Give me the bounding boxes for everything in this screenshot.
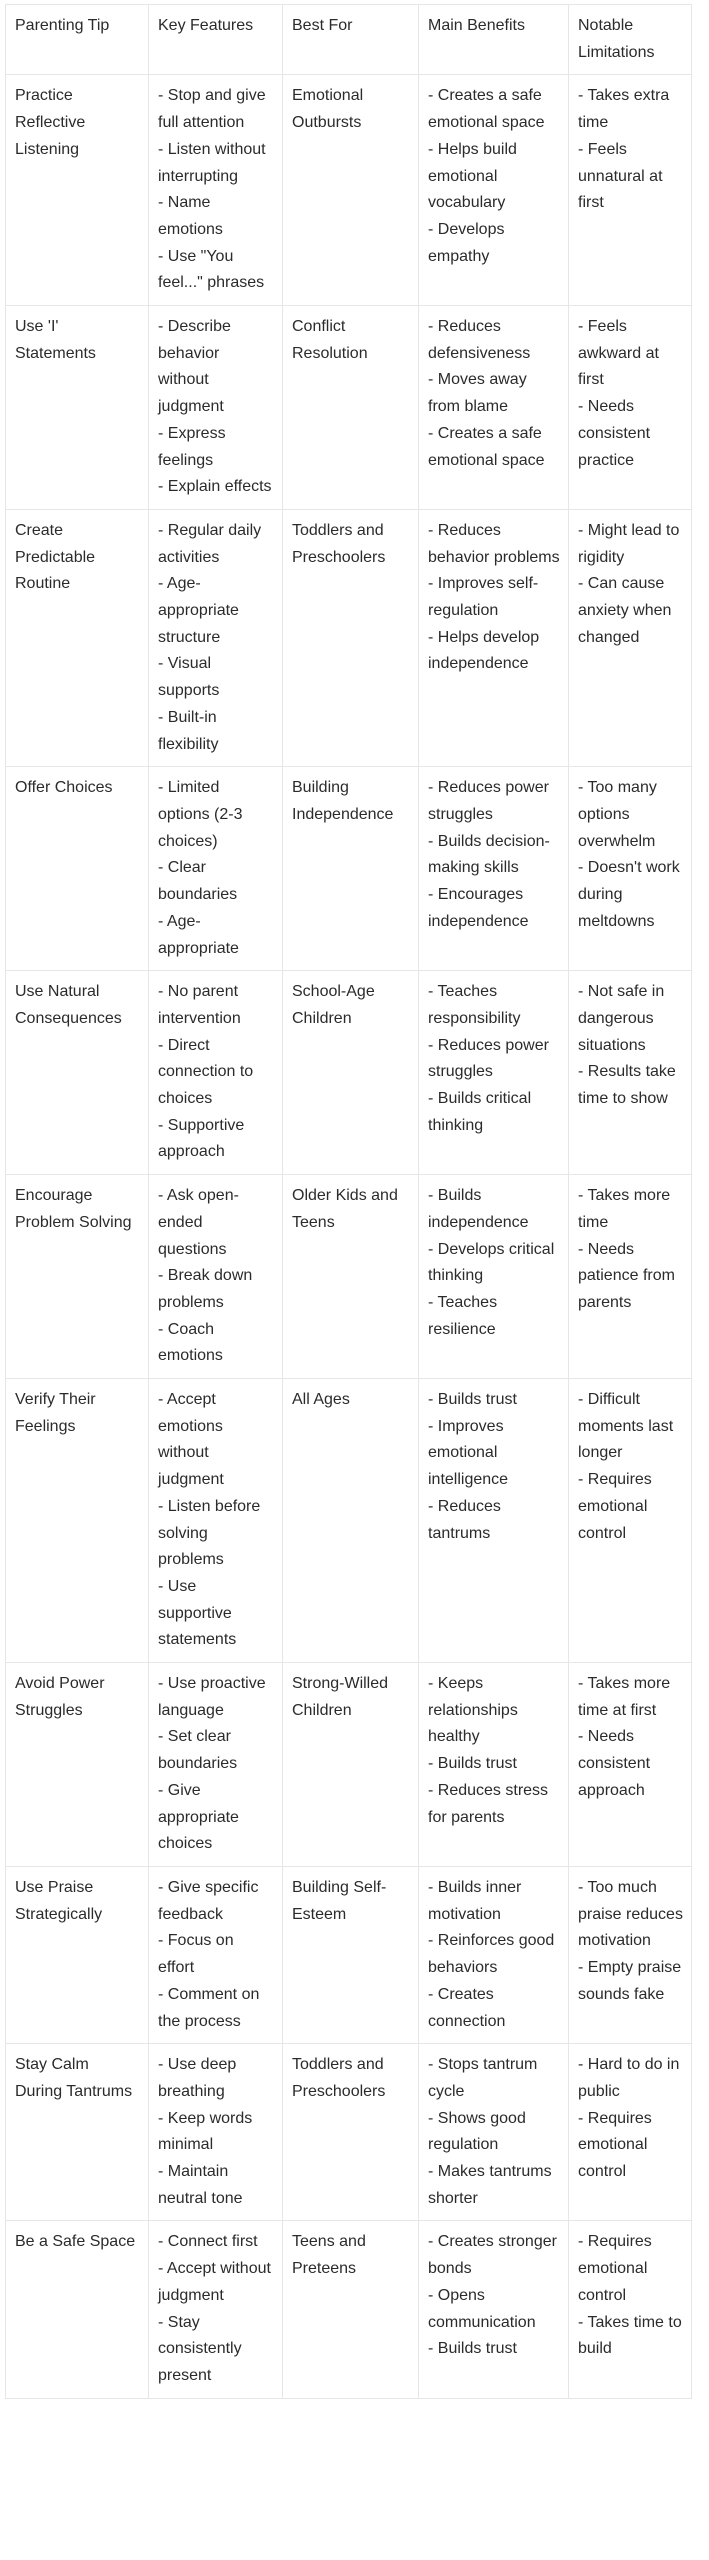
list-item: - Explain effects: [158, 478, 272, 496]
list-item: - Focus on effort: [158, 1932, 234, 1977]
cell-parenting-tip: Verify Their Feelings: [6, 1379, 149, 1663]
cell-main-benefits: [419, 767, 569, 971]
cell-parenting-tip: Avoid Power Struggles: [6, 1663, 149, 1867]
cell-key-features: [149, 306, 283, 510]
list-item: - Accept without judgment: [158, 2260, 271, 2304]
list-item: - Clear boundaries: [158, 859, 238, 904]
cell-main-benefits: [419, 75, 569, 306]
cell-notable-limitations: [569, 1663, 692, 1867]
list-item: - Might lead to rigidity: [578, 521, 680, 566]
list-item: - Makes tantrums shorter: [428, 2163, 552, 2207]
cell-key-features: [149, 767, 283, 971]
header-parenting-tip: Parenting Tip: [6, 5, 149, 75]
list-item: - Reduces behavior problems: [428, 521, 560, 566]
list-item: - Opens communication: [428, 2286, 536, 2331]
list-item: - Reinforces good behaviors: [428, 1932, 555, 1977]
cell-notable-limitations: [569, 509, 692, 766]
cell-parenting-tip: Use Natural Consequences: [6, 971, 149, 1175]
header-notable-limitations: Notable Limitations: [569, 5, 692, 75]
list-item: - Needs consistent approach: [578, 1728, 651, 1799]
cell-parenting-tip: Offer Choices: [6, 767, 149, 971]
cell-main-benefits: [419, 1379, 569, 1663]
list-item: - Requires emotional control: [578, 2233, 652, 2304]
cell-key-features: [149, 2221, 283, 2398]
list-item: - Takes extra time: [578, 87, 670, 132]
cell-main-benefits: [419, 1175, 569, 1379]
cell-notable-limitations: [569, 971, 692, 1175]
table-row: [6, 1175, 692, 1379]
list-item: - Listen before solving problems: [158, 1497, 261, 1569]
list-item: - Stops tantrum cycle: [428, 2056, 538, 2100]
parenting-tips-table: [5, 4, 692, 2399]
list-item: - Use supportive statements: [158, 1577, 237, 1649]
list-item: - Difficult moments last longer: [578, 1391, 674, 1462]
cell-notable-limitations: [569, 2221, 692, 2398]
table-row: [6, 75, 692, 306]
cell-parenting-tip: Be a Safe Space: [6, 2221, 149, 2398]
list-item: - Stay consistently present: [158, 2313, 242, 2384]
table-row: [6, 2044, 692, 2221]
list-item: - Creates connection: [428, 1985, 506, 2030]
header-best-for: Best For: [283, 5, 419, 75]
cell-key-features: [149, 1379, 283, 1663]
list-item: - Age-appropriate structure: [158, 575, 239, 646]
list-item: - Stop and give full attention: [158, 87, 266, 132]
cell-notable-limitations: [569, 75, 692, 306]
list-item: - Ask open-ended questions: [158, 1187, 239, 1258]
list-item: - Limited options (2-3 choices): [158, 779, 243, 850]
cell-main-benefits: [419, 2221, 569, 2398]
list-item: - Use deep breathing: [158, 2056, 237, 2100]
cell-best-for: Older Kids and Teens: [283, 1175, 419, 1379]
cell-best-for: School-Age Children: [283, 971, 419, 1175]
cell-key-features: [149, 1867, 283, 2044]
list-item: - Moves away from blame: [428, 371, 527, 416]
list-item: - Builds trust: [428, 1391, 517, 1409]
cell-key-features: [149, 1175, 283, 1379]
list-item: - Use "You feel..." phrases: [158, 247, 265, 292]
cell-main-benefits: [419, 2044, 569, 2221]
list-item: - Keeps relationships healthy: [428, 1675, 518, 1746]
cell-parenting-tip: Practice Reflective Listening: [6, 75, 149, 306]
table-row: [6, 306, 692, 510]
list-item: - Built-in flexibility: [158, 708, 219, 753]
list-item: - Give appropriate choices: [158, 1781, 239, 1853]
list-item: - Shows good regulation: [428, 2109, 526, 2154]
cell-parenting-tip: Use Praise Strategically: [6, 1867, 149, 2044]
list-item: - Break down problems: [158, 1267, 253, 1311]
list-item: - Builds inner motivation: [428, 1879, 522, 1923]
cell-notable-limitations: [569, 1867, 692, 2044]
table-row: [6, 1379, 692, 1663]
cell-best-for: Strong-Willed Children: [283, 1663, 419, 1867]
list-item: - Takes more time at first: [578, 1675, 671, 1719]
table-row: [6, 2221, 692, 2398]
list-item: - Builds decision-making skills: [428, 832, 550, 877]
list-item: - Needs patience from parents: [578, 1240, 675, 1311]
cell-key-features: [149, 2044, 283, 2221]
list-item: - Takes time to build: [578, 2313, 682, 2358]
cell-notable-limitations: [569, 306, 692, 510]
table-header: [6, 5, 692, 75]
list-item: - Too many options overwhelm: [578, 779, 657, 850]
list-item: - Accept emotions without judgment: [158, 1391, 224, 1489]
cell-key-features: [149, 75, 283, 306]
list-item: - Results take time to show: [578, 1063, 676, 1108]
cell-best-for: Teens and Preteens: [283, 2221, 419, 2398]
table-row: [6, 1867, 692, 2044]
cell-parenting-tip: Use 'I' Statements: [6, 306, 149, 510]
cell-key-features: [149, 1663, 283, 1867]
list-item: - Visual supports: [158, 655, 220, 700]
list-item: - Builds trust: [428, 2340, 517, 2358]
list-item: - Encourages independence: [428, 886, 529, 930]
list-item: - Teaches responsibility: [428, 983, 521, 1027]
list-item: - Can cause anxiety when changed: [578, 575, 672, 646]
list-item: - Takes more time: [578, 1187, 671, 1231]
list-item: - Reduces tantrums: [428, 1497, 501, 1542]
list-item: - Maintain neutral tone: [158, 2163, 243, 2207]
list-item: - Improves emotional intelligence: [428, 1417, 509, 1489]
list-item: - Comment on the process: [158, 1985, 260, 2030]
cell-main-benefits: [419, 1867, 569, 2044]
list-item: - Builds critical thinking: [428, 1090, 532, 1134]
cell-best-for: Toddlers and Preschoolers: [283, 2044, 419, 2221]
list-item: - Direct connection to choices: [158, 1036, 254, 1108]
list-item: - Regular daily activities: [158, 521, 262, 566]
cell-main-benefits: [419, 1663, 569, 1867]
list-item: - Keep words minimal: [158, 2109, 253, 2154]
cell-main-benefits: [419, 509, 569, 766]
list-item: - Not safe in dangerous situations: [578, 983, 665, 1054]
list-item: - Builds independence: [428, 1187, 529, 1231]
list-item: - Creates a safe emotional space: [428, 87, 545, 132]
cell-best-for: Toddlers and Preschoolers: [283, 509, 419, 766]
list-item: - Set clear boundaries: [158, 1728, 238, 1773]
table-body: [6, 75, 692, 2398]
cell-notable-limitations: [569, 767, 692, 971]
list-item: - Needs consistent practice: [578, 398, 651, 469]
table-row: [6, 767, 692, 971]
list-item: - Express feelings: [158, 424, 226, 469]
cell-best-for: Building Self-Esteem: [283, 1867, 419, 2044]
cell-best-for: Emotional Outbursts: [283, 75, 419, 306]
cell-notable-limitations: [569, 2044, 692, 2221]
cell-main-benefits: [419, 306, 569, 510]
list-item: - Helps develop independence: [428, 628, 540, 673]
list-item: - Creates a safe emotional space: [428, 424, 545, 469]
list-item: - Doesn't work during meltdowns: [578, 859, 680, 930]
list-item: - No parent intervention: [158, 983, 241, 1027]
list-item: - Reduces defensiveness: [428, 318, 531, 362]
list-item: - Empty praise sounds fake: [578, 1959, 682, 2003]
list-item: - Listen without interrupting: [158, 140, 266, 185]
cell-key-features: [149, 509, 283, 766]
list-item: - Develops critical thinking: [428, 1240, 555, 1285]
list-item: - Reduces stress for parents: [428, 1781, 549, 1826]
list-item: - Helps build emotional vocabulary: [428, 140, 517, 212]
cell-main-benefits: [419, 971, 569, 1175]
list-item: - Describe behavior without judgment: [158, 318, 231, 416]
list-item: - Creates stronger bonds: [428, 2233, 557, 2278]
list-item: - Requires emotional control: [578, 2109, 652, 2181]
table-row: [6, 1663, 692, 1867]
cell-parenting-tip: Create Predictable Routine: [6, 509, 149, 766]
list-item: - Feels awkward at first: [578, 318, 659, 389]
header-row: [6, 5, 692, 75]
cell-key-features: [149, 971, 283, 1175]
list-item: - Builds trust: [428, 1755, 517, 1773]
cell-notable-limitations: [569, 1379, 692, 1663]
list-item: - Age-appropriate: [158, 912, 239, 957]
cell-notable-limitations: [569, 1175, 692, 1379]
cell-parenting-tip: Encourage Problem Solving: [6, 1175, 149, 1379]
list-item: - Teaches resilience: [428, 1293, 498, 1338]
list-item: - Develops empathy: [428, 220, 505, 265]
list-item: - Supportive approach: [158, 1116, 245, 1161]
list-item: - Hard to do in public: [578, 2056, 680, 2100]
list-item: - Name emotions: [158, 194, 223, 238]
list-item: - Too much praise reduces motivation: [578, 1879, 683, 1950]
header-main-benefits: Main Benefits: [419, 5, 569, 75]
list-item: - Reduces power struggles: [428, 1036, 549, 1081]
header-key-features: Key Features: [149, 5, 283, 75]
list-item: - Improves self-regulation: [428, 575, 539, 620]
cell-parenting-tip: Stay Calm During Tantrums: [6, 2044, 149, 2221]
list-item: - Feels unnatural at first: [578, 140, 663, 212]
list-item: - Connect first: [158, 2233, 258, 2251]
list-item: - Use proactive language: [158, 1675, 266, 1719]
list-item: - Requires emotional control: [578, 1471, 652, 1542]
cell-best-for: Conflict Resolution: [283, 306, 419, 510]
table-row: [6, 971, 692, 1175]
cell-best-for: All Ages: [283, 1379, 419, 1663]
table-row: [6, 509, 692, 766]
list-item: - Reduces power struggles: [428, 779, 549, 823]
cell-best-for: Building Independence: [283, 767, 419, 971]
list-item: - Give specific feedback: [158, 1879, 259, 1923]
list-item: - Coach emotions: [158, 1320, 223, 1365]
